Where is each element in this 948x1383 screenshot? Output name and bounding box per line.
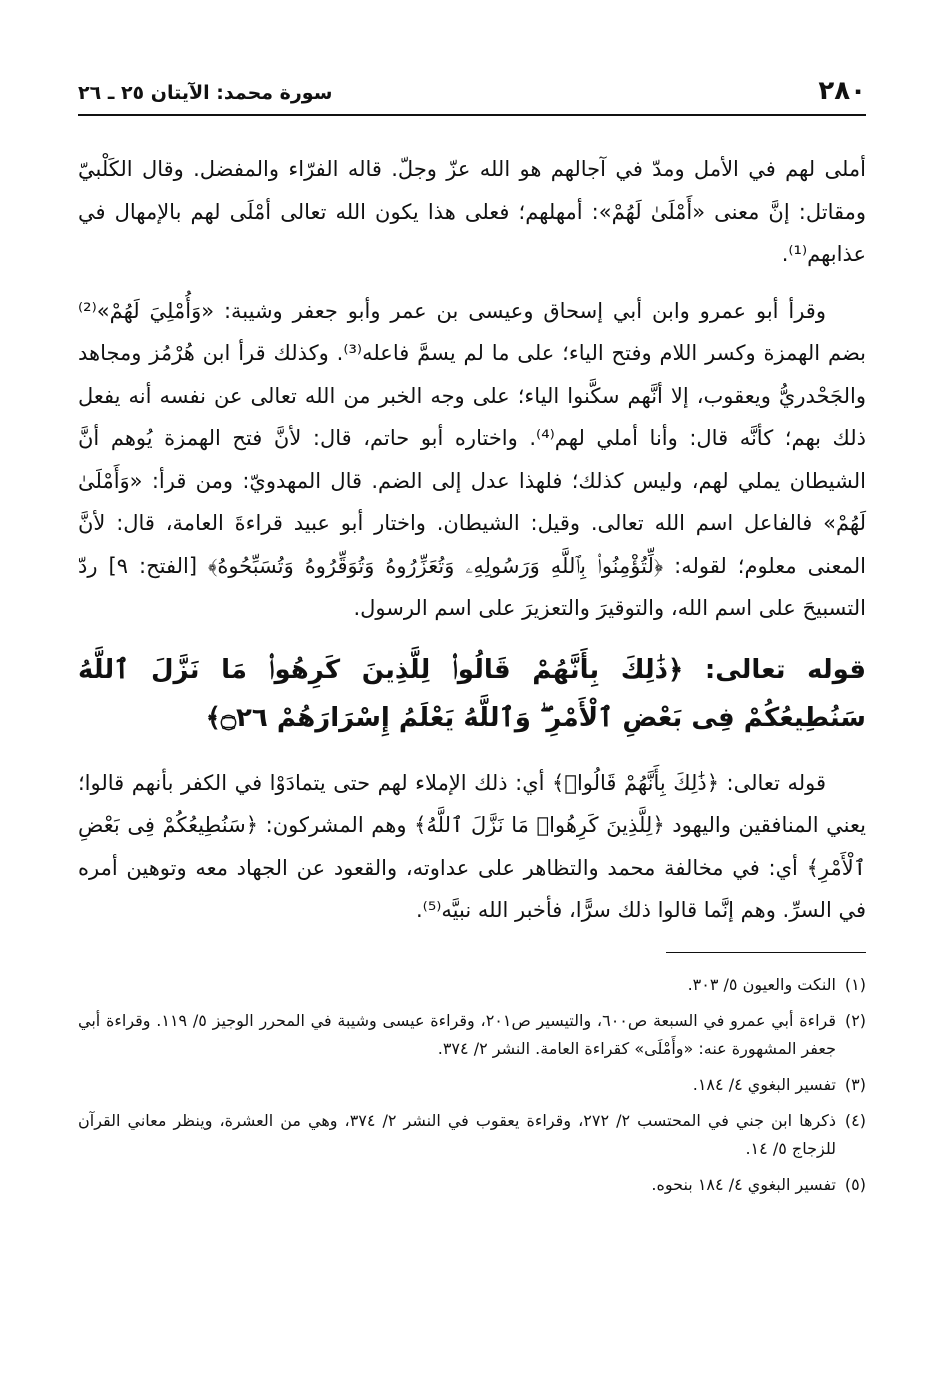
footnote-text: ذكرها ابن جني في المحتسب ٢/ ٢٧٢، وقراءة يعقوب في النشر ٢/ ٣٧٤، وهي من العشرة، وينظر معاني القرآن للزجاج ٥/ ١٤. bbox=[78, 1110, 837, 1158]
paragraph: وقرأ أبو عمرو وابن أبي إسحاق وعيسى بن عمر وأبو جعفر وشيبة: «وَأُمْلِيَ لَهُمْ»⁽²⁾ بضم الهمزة وكسر اللام وفتح الياء؛ على ما لم يسمَّ فاعله⁽³⁾. وكذلك قرأ ابن هُرْمُز ومجاهد والجَحْدريُّ ويعقوب، إلا أنَّهم سكَّنوا الياء؛ على وجه الخبر من الله تعالى عن نفسه أنه يفعل ذلك بهم؛ كأنَّه قال: وأنا أملي لهم⁽⁴⁾. واختاره أبو حاتم، قال: لأنَّ فتح الهمزة يُوهم أنَّ الشيطان يملي لهم، وليس كذلك؛ فلهذا عدل إلى الضم. قال المهدويّ: ومن قرأ: «وَأَمْلَىٰ لَهُمْ» فالفاعل اسم الله تعالى. وقيل: الشيطان. واختار أبو عبيد قراءةَ العامة، قال: لأنَّ المعنى معلوم؛ لقوله: ﴿لِّتُؤْمِنُوا۟ بِٱللَّهِ وَرَسُولِهِۦ وَتُعَزِّرُوهُ وَتُوَقِّرُوهُ وَتُسَبِّحُوهُ﴾ [الفتح: ٩] ردّ التسبيحَ على اسم الله، والتوقيرَ والتعزيرَ على اسم الرسول. bbox=[78, 298, 867, 620]
footnote-separator bbox=[666, 952, 866, 953]
footnote-number: (٤) bbox=[844, 1110, 867, 1130]
footnotes bbox=[78, 971, 866, 1199]
footnote bbox=[78, 1107, 866, 1163]
footnote-text: تفسير البغوي ٤/ ١٨٤ بنحوه. bbox=[651, 1174, 836, 1194]
page-number: ٢٨٠ bbox=[818, 76, 866, 106]
verse-heading bbox=[78, 646, 866, 742]
footnote bbox=[78, 1007, 866, 1063]
footnote bbox=[78, 1071, 866, 1099]
footnote-text: تفسير البغوي ٤/ ١٨٤. bbox=[692, 1074, 836, 1094]
commentary-paragraph: قوله تعالى: ﴿ذَٰلِكَ بِأَنَّهُمْ قَالُوا۟﴾ أي: ذلك الإملاء لهم حتى يتمادَوْا في الكفر بأنهم قالوا؛ يعني المنافقين واليهود ﴿لِلَّذِينَ كَرِهُوا۟ مَا نَزَّلَ ٱللَّهُ﴾ وهم المشركون: ﴿سَنُطِيعُكُمْ فِى بَعْضِ ٱلْأَمْرِ﴾ أي: في مخالفة محمد والتظاهر على عداوته، والقعود عن الجهاد معه وتوهين أمره في السرِّ. وهم إنَّما قالوا ذلك سرًّا، فأخبر الله نبيَّه⁽⁵⁾. bbox=[78, 770, 866, 922]
running-title: سورة محمد: الآيتان ٢٥ ـ ٢٦ bbox=[78, 82, 333, 104]
footnote bbox=[78, 971, 866, 999]
footnote-text: النكت والعيون ٥/ ٣٠٣. bbox=[687, 974, 836, 994]
footnote-number: (٣) bbox=[844, 1074, 866, 1094]
paragraph: أملى لهم في الأمل ومدّ في آجالهم هو الله عزّ وجلّ. قاله الفرّاء والمفضل. وقال الكَلْبيّ ومقاتل: إنَّ معنى «أَمْلَىٰ لَهُمْ»: أمهلهم؛ فعلى هذا يكون الله تعالى أمْلَى لهم بالإمهال في عذابهم⁽¹⁾. bbox=[78, 157, 866, 266]
page-header bbox=[78, 70, 866, 116]
verse-heading-label: قوله تعالى: bbox=[704, 654, 866, 685]
book-page bbox=[78, 70, 866, 1360]
footnote-number: (١) bbox=[844, 974, 866, 994]
verse-heading-text: ﴿ذَٰلِكَ بِأَنَّهُمْ قَالُوا۟ لِلَّذِينَ كَرِهُوا۟ مَا نَزَّلَ ٱللَّهُ سَنُطِيعُكُمْ فِى بَعْضِ ٱلْأَمْرِ ۖ وَٱللَّهُ يَعْلَمُ إِسْرَارَهُمْ ۝٢٦﴾ bbox=[78, 654, 866, 733]
footnote-number: (٥) bbox=[844, 1174, 866, 1194]
main-text bbox=[78, 148, 866, 932]
footnote bbox=[78, 1171, 866, 1199]
footnote-number: (٢) bbox=[844, 1010, 867, 1030]
footnote-text: قراءة أبي عمرو في السبعة ص٦٠٠، والتيسير ص٢٠١، وقراءة عيسى وشيبة في المحرر الوجيز ٥/ ١١٩. وقراءة أبي جعفر المشهورة عنه: «وأَمْلَى» كقراءة العامة. النشر ٢/ ٣٧٤. bbox=[78, 1010, 837, 1058]
